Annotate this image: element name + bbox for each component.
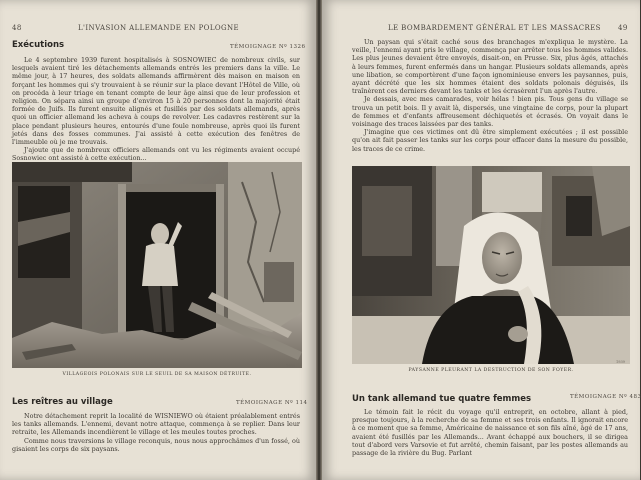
paragraph: J'imagine que ces victimes ont dû être simplement exécutées ; il est possible qu'on ait fait passer les tanks sur les corps pour effacer dans la mesure du possible, les traces de ce crime. [352, 128, 628, 153]
photo-image [352, 166, 630, 364]
paragraph: Le 4 septembre 1939 furent hospitalisés à SOSNOWIEC de nombreux civils, sur lesquels avaient tiré les détachements allemands entrés les premiers dans la ville. Le même jour, à 17 heures, des soldats allemands affirmèrent dès maison en maison en forçant les hommes qui s'y trouvaient à se réunir sur la place devant l'Hôtel de Ville, où on procéda à leur triage en tenant compte de leur âge ainsi que de leur profession et religion. On sépara ainsi un groupe d'environ 15 à 20 personnes dont la majorité était formée de Juifs. Ils furent ensuite alignés et fusillés par des soldats allemands, après quoi un officier allemand les acheva à coups de revolver. Les cadavres restèrent sur la place pendant plusieurs heures, entourés d'une foule nombreuse, après quoi ils furent jetés dans des fosses communes. J'ai assisté à cette exécution des fenêtres de l'immeuble où je me trouvais. [12, 56, 300, 147]
paragraph: Un paysan qui s'était caché sous des branchages m'expliqua le mystère. La veille, l'ennemi ayant pris le village, commença par arrêter tous les hommes valides. Les plus jeunes devaient être envoyés, disait-on, en Prusse. Six, plus âgés, attachés à leurs femmes, furent enfermés dans un hangar. Plusieurs soldats allemands, après une libation, se comportèrent d'une façon ignominieuse envers les paysannes, puis, ayant décrété que les six hommes étaient des soldats polonais déguisés, ils traînèrent ces derniers devant les tanks et les écrasèrent l'un après l'autre. [352, 38, 628, 96]
running-head: LE BOMBARDEMENT GÉNÉRAL ET LES MASSACRES [388, 24, 601, 32]
photo-caption: PAYSANNE PLEURANT LA DESTRUCTION DE SON FOYER. [408, 368, 574, 373]
right-page [322, 0, 640, 480]
left-page [0, 0, 316, 480]
section-title-executions: Exécutions [12, 40, 65, 50]
page-number: 49 [618, 24, 628, 32]
photo-image [12, 162, 302, 368]
paragraph: Le témoin fait le récit du voyage qu'il entreprit, en octobre, allant à pied, presque toujours, à la recherche de sa femme et ses trois enfants. Il ignorait encore à ce moment que sa femme, Américaine de naissance et son fils aîné, âgé de 17 ans, avaient été fusillés par les Allemands... Avant échappé aux bouchers, il se dirigea tout d'abord vers Varsovie et fut arrêté, chemin faisant, par les postes allemands au passage de la rivière du Bug. Parlant [352, 408, 628, 458]
section-title-tank: Un tank allemand tue quatre femmes [352, 394, 532, 404]
paragraph: J'ajoute que de nombreux officiers allemands ont vu les régiments avaient occupé Sosnowiec ont assisté à cette exécution... [12, 146, 300, 163]
paragraph: Comme nous traversions le village reconquis, nous nous approchâmes d'un fossé, où gisaient les corps de six paysans. [12, 436, 300, 453]
section-body [352, 408, 628, 476]
page-number: 48 [12, 24, 22, 32]
temoignage-label: TÉMOIGNAGE Nº 1326 [230, 44, 306, 50]
temoignage-label: TÉMOIGNAGE Nº 483 [570, 394, 641, 400]
photo-caption: VILLAGEOIS POLONAIS SUR LE SEUIL DE SA MAISON DÉTRUITE. [62, 372, 252, 377]
photo-peasant-woman [352, 166, 630, 364]
running-head: L'INVASION ALLEMANDE EN POLOGNE [78, 24, 240, 32]
paragraph: Notre détachement reprit la localité de WISNIEWO où étaient préalablement entrés les tanks allemands. L'ennemi, devant notre attaque, commença à se replier. Dans leur retraite, les Allemands incendièrent le village et les meules toutes proches. [12, 412, 300, 437]
intro-body [352, 38, 628, 156]
paragraph: Je dessais, avec mes camarades, voir hélas ! bien pis. Tous gens du village se trouva un petit bois. Il y avait là, dispersés, une vingtaine de corps, pour la plupart de femmes et d'enfants affreusement déchiquetés et écrasés. On voyait dans le voisinage des traces laissées par des tanks. [352, 95, 628, 129]
temoignage-label: TÉMOIGNAGE Nº 114 [236, 400, 308, 406]
photo-credit: 1939 [616, 360, 625, 364]
section-title-reitres: Les reîtres au village [12, 397, 113, 407]
photo-credit: 1939 [286, 364, 295, 368]
section-body [12, 412, 300, 472]
section-body [12, 56, 300, 163]
photo-villager-doorway [12, 162, 302, 368]
